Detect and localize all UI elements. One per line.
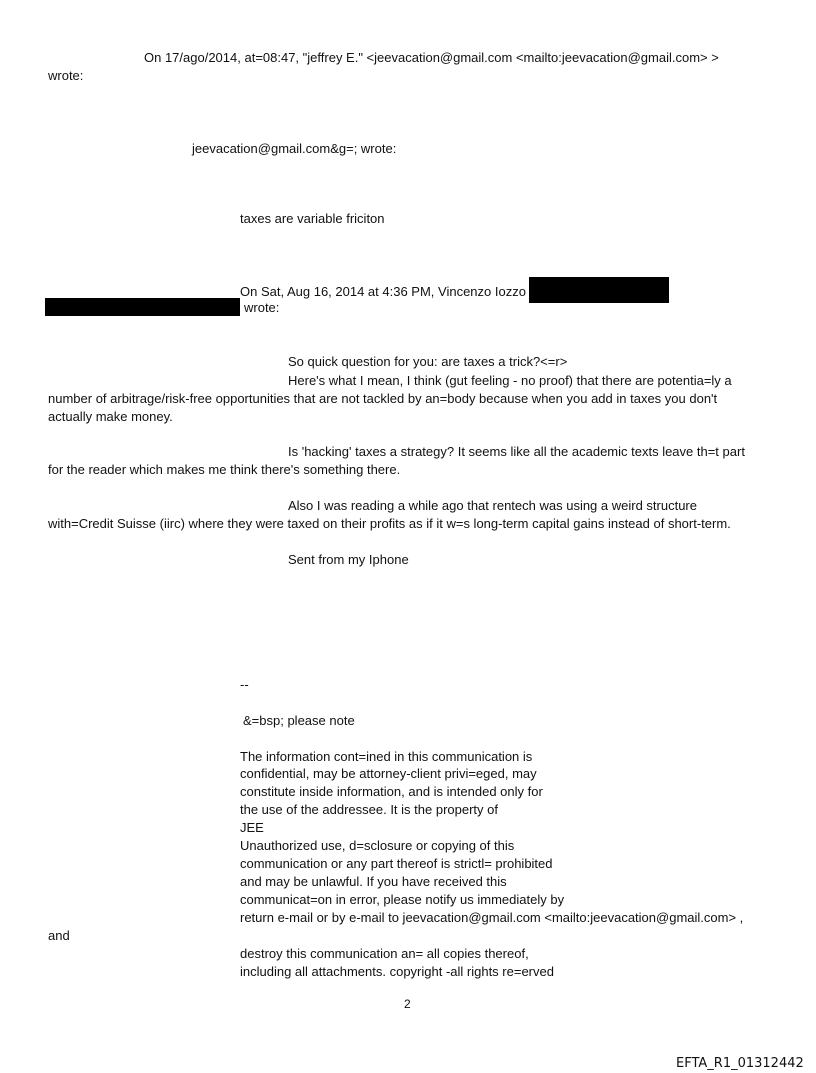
message-line: So quick question for you: are taxes a trick?<=r> [288, 354, 568, 369]
disclaimer-line: and [48, 928, 70, 943]
message-signoff: Sent from my Iphone [288, 552, 409, 567]
disclaimer-line: the use of the addressee. It is the property of [240, 802, 498, 817]
disclaimer-line: confidential, may be attorney-client privi=eged, may [240, 766, 537, 781]
disclaimer-line: and may be unlawful. If you have received this [240, 874, 507, 889]
disclaimer-line: Unauthorized use, d=sclosure or copying of this [240, 838, 515, 853]
document-id: EFTA_R1_01312442 [676, 1056, 804, 1071]
disclaimer-line: JEE [240, 820, 264, 835]
disclaimer-line: constitute inside information, and is intended only for [240, 784, 543, 799]
reply-text: taxes are variable friciton [240, 211, 385, 226]
message-line: with=Credit Suisse (iirc) where they were taxed on their profits as if it w=s long-term capital gains instead of short-term. [48, 516, 731, 531]
redaction-block [529, 277, 669, 303]
message-line: actually make money. [48, 409, 173, 424]
disclaimer-line: communicat=on in error, please notify us immediately by [240, 892, 565, 907]
email-header-line: On 17/ago/2014, at=08:47, "jeffrey E." <jeevacation@gmail.com <mailto:jeevacation@gmail.com> > [144, 50, 719, 65]
message-line: Also I was reading a while ago that rentech was using a weird structure [288, 498, 697, 513]
message-line: Is 'hacking' taxes a strategy? It seems like all the academic texts leave th=t part [288, 444, 745, 459]
email-header-wrote: wrote: [48, 68, 84, 83]
disclaimer-line: The information cont=ined in this communication is [240, 749, 533, 764]
disclaimer-line: communication or any part thereof is strictl= prohibited [240, 856, 553, 871]
message-line: number of arbitrage/risk-free opportunities that are not tackled by an=body because when you add in taxes you don't [48, 391, 718, 406]
message-line: Here's what I mean, I think (gut feeling - no proof) that there are potentia=ly a [288, 373, 732, 388]
disclaimer-line: including all attachments. copyright -all rights re=erved [240, 964, 554, 979]
disclaimer-line: return e-mail or by e-mail to jeevacation@gmail.com <mailto:jeevacation@gmail.com> , [240, 910, 744, 925]
quoted-header-line: On Sat, Aug 16, 2014 at 4:36 PM, Vincenzo Iozzo [240, 284, 526, 299]
message-line: for the reader which makes me think there's something there. [48, 462, 401, 477]
signature-separator: -- [240, 677, 249, 692]
signature-note: &=bsp; please note [243, 713, 355, 728]
redaction-block [45, 298, 240, 316]
disclaimer-line: destroy this communication an= all copies thereof, [240, 946, 529, 961]
quoted-header-wrote: wrote: [244, 300, 280, 315]
quoted-sender-line: jeevacation@gmail.com&g=; wrote: [192, 141, 397, 156]
page-number: 2 [404, 997, 411, 1011]
